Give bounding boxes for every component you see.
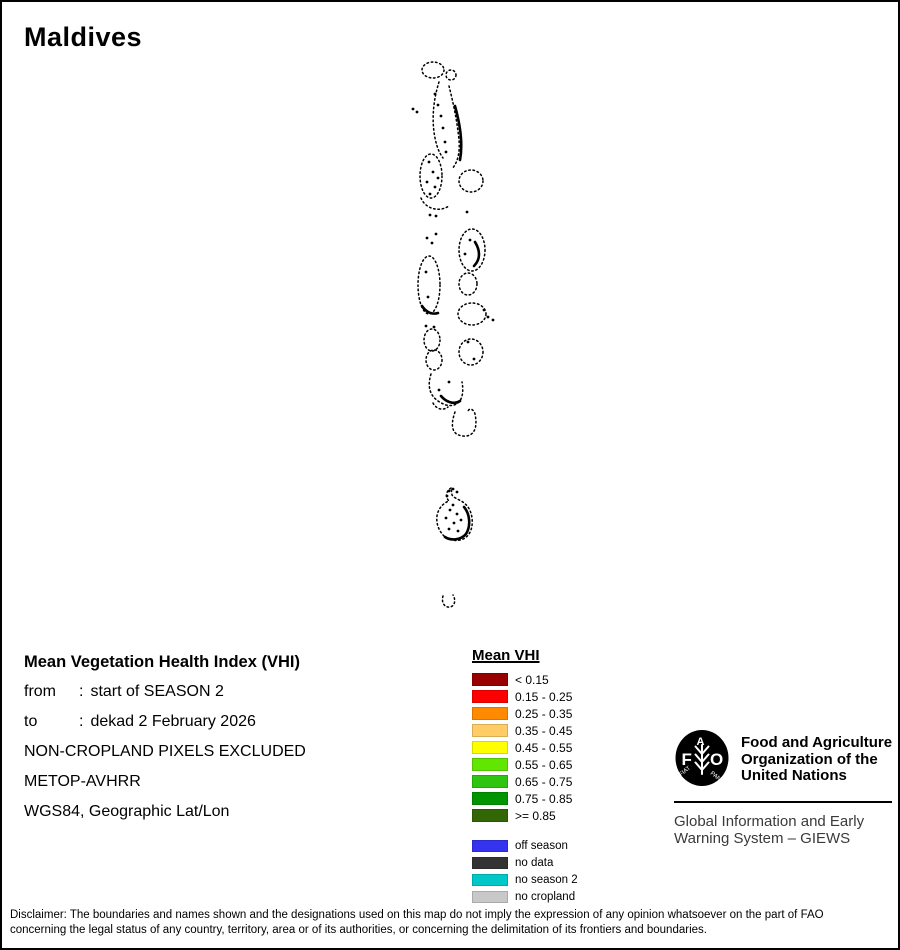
info-noncropland-note: NON-CROPLAND PIXELS EXCLUDED — [24, 743, 306, 760]
legend-color-swatch — [472, 690, 508, 703]
legend-class-label: 0.55 - 0.65 — [515, 757, 573, 772]
legend-row — [472, 837, 578, 854]
legend-status-label: no cropland — [515, 890, 576, 903]
fao-org-line1: Food and Agriculture — [741, 734, 893, 751]
info-from-value: start of SEASON 2 — [90, 683, 224, 700]
legend-row — [472, 888, 578, 905]
legend-class-label: 0.35 - 0.45 — [515, 723, 573, 738]
legend-row — [472, 688, 578, 705]
info-from-label: from — [24, 683, 56, 700]
giews-name — [674, 813, 894, 847]
legend-class-label: < 0.15 — [515, 672, 549, 687]
fao-logo-icon — [674, 728, 730, 788]
legend-status-label: no data — [515, 856, 554, 869]
disclaimer-line1: Disclaimer: The boundaries and names shown and the designations used on this map do not imply the expression of any opinion whatsoever on the part of FAO — [10, 909, 824, 921]
legend-row — [472, 871, 578, 888]
legend-class-label: 0.65 - 0.75 — [515, 774, 573, 789]
legend-color-swatch — [472, 874, 508, 886]
legend-color-swatch — [472, 857, 508, 869]
atoll-dense-edges — [422, 106, 479, 539]
info-from-separator: : — [79, 683, 84, 700]
fao-divider — [674, 801, 892, 803]
fao-logo-letter-o: O — [710, 750, 724, 769]
map-info-block — [24, 647, 306, 827]
legend-status-label: off season — [515, 839, 568, 852]
legend-color-swatch — [472, 891, 508, 903]
legend-row — [472, 671, 578, 688]
fao-motto-panis: PANIS — [708, 770, 727, 787]
legend-class-label: >= 0.85 — [515, 808, 556, 823]
atoll-outlines — [418, 62, 486, 607]
info-projection-note: WGS84, Geographic Lat/Lon — [24, 803, 230, 820]
giews-line2: Warning System – GIEWS — [674, 830, 851, 847]
legend-row — [472, 722, 578, 739]
legend-color-swatch — [472, 758, 508, 771]
legend-class-label: 0.25 - 0.35 — [515, 706, 573, 721]
vhi-legend — [472, 647, 578, 905]
legend-row — [472, 773, 578, 790]
legend-color-swatch — [472, 673, 508, 686]
fao-motto-fiat: FIAT — [678, 765, 692, 779]
fao-org-line2: Organization of the — [741, 750, 878, 768]
legend-class-label: 0.15 - 0.25 — [515, 689, 573, 704]
disclaimer — [10, 908, 824, 938]
legend-row — [472, 705, 578, 722]
legend-color-swatch — [472, 840, 508, 852]
legend-color-swatch — [472, 792, 508, 805]
info-to-row — [24, 707, 306, 737]
legend-row — [472, 756, 578, 773]
legend-class-label: 0.75 - 0.85 — [515, 791, 573, 806]
fao-block — [674, 728, 894, 847]
legend-class-label: 0.45 - 0.55 — [515, 740, 573, 755]
fao-logo-letter-a: A — [696, 736, 705, 748]
giews-line1: Global Information and Early — [674, 813, 865, 830]
legend-color-swatch — [472, 724, 508, 737]
info-title: Mean Vegetation Health Index (VHI) — [24, 653, 300, 671]
legend-row — [472, 790, 578, 807]
legend-color-swatch — [472, 775, 508, 788]
fao-org-line3: United Nations — [741, 767, 847, 784]
legend-row — [472, 854, 578, 871]
legend-status-group — [472, 837, 578, 905]
legend-color-swatch — [472, 741, 508, 754]
legend-title: Mean VHI — [472, 647, 540, 664]
page-title: Maldives — [24, 22, 143, 52]
info-to-value: dekad 2 February 2026 — [90, 713, 256, 730]
info-sensor-note: METOP-AVHRR — [24, 773, 141, 790]
info-from-row — [24, 677, 306, 707]
info-to-separator: : — [79, 713, 84, 730]
fao-header — [674, 728, 894, 788]
fao-org-name — [741, 728, 892, 785]
legend-status-label: no season 2 — [515, 873, 578, 886]
disclaimer-line2: concerning the legal status of any country, territory, area or of its authorities, or concerning the delimitation of its frontiers and boundaries. — [10, 924, 707, 936]
legend-color-swatch — [472, 809, 508, 822]
legend-row — [472, 739, 578, 756]
fao-logo-letter-f: F — [681, 750, 692, 769]
info-to-label: to — [24, 713, 38, 730]
legend-color-swatch — [472, 707, 508, 720]
legend-row — [472, 807, 578, 824]
